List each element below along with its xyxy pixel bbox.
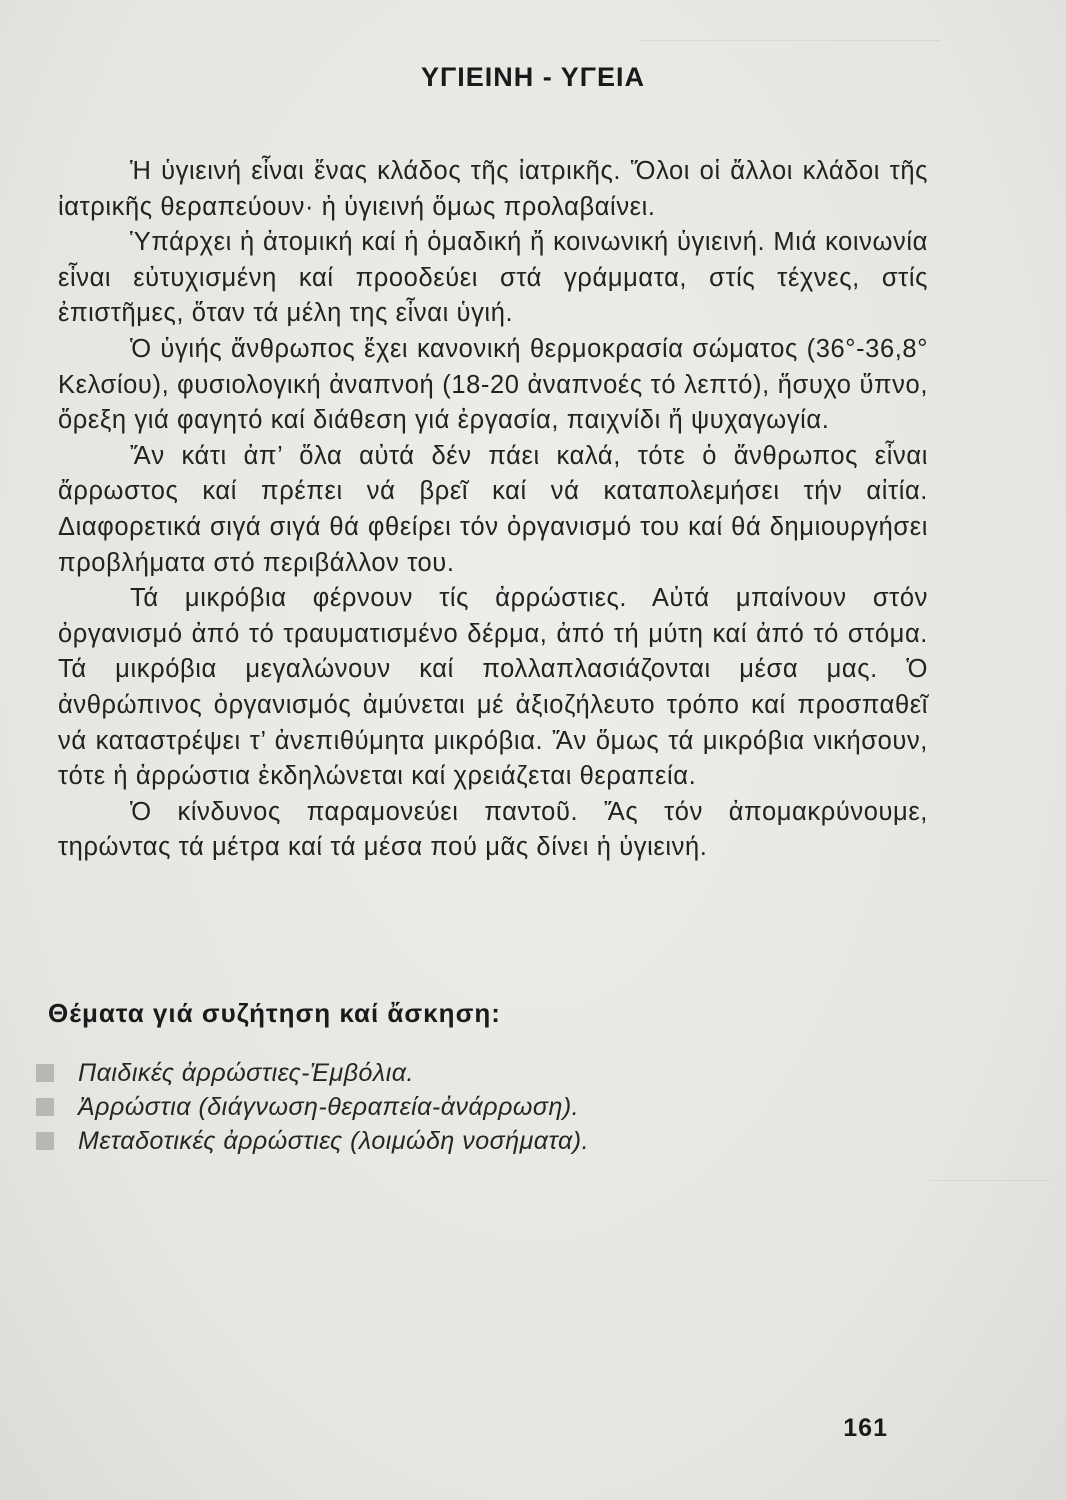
topic-text: Παιδικές ἀρρώστιες-Ἐμβόλια. xyxy=(78,1058,414,1087)
page-title: ΥΓΙΕΙΝΗ - ΥΓΕΙΑ xyxy=(421,62,645,92)
bleed-through-line xyxy=(640,40,940,41)
body-text xyxy=(58,154,928,866)
paragraph: Ὁ ὑγιής ἄνθρωπος ἔχει κανονική θερμοκρασία σώματος (36°-36,8° Κελσίου), φυσιολογική ἀναπνοή (18-20 ἀναπνοές τό λεπτό), ἥσυχο ὕπνο, ὄρεξη γιά φαγητό καί διάθεση γιά ἐργασία, παιχνίδι ἤ ψυχαγωγία. xyxy=(58,334,928,435)
list-item xyxy=(36,1090,589,1124)
topic-text: Μεταδοτικές ἀρρώστιες (λοιμώδη νοσήματα). xyxy=(78,1126,590,1155)
bleed-through-line xyxy=(930,1180,1050,1181)
paragraph: Ἡ ὑγιεινή εἶναι ἕνας κλάδος τῆς ἰατρικῆς. Ὅλοι οἱ ἄλλοι κλάδοι τῆς ἰατρικῆς θεραπεύουν· ἡ ὑγιεινή ὅμως προλαβαίνει. xyxy=(58,157,928,221)
square-bullet-icon xyxy=(36,1098,54,1116)
paragraph: Ἄν κάτι ἀπ’ ὅλα αὐτά δέν πάει καλά, τότε ὁ ἄνθρωπος εἶναι ἄρρωστος καί πρέπει νά βρεῖ καί νά καταπολεμήσει τήν αἰτία. Διαφορετικά σιγά σιγά θά φθείρει τόν ὀργανισμό του καί θά δημιουργήσει προβλήματα στό περιβάλλον του. xyxy=(58,441,928,577)
square-bullet-icon xyxy=(36,1132,54,1150)
list-item xyxy=(36,1056,589,1090)
paragraph: Ὁ κίνδυνος παραμονεύει παντοῦ. Ἄς τόν ἀπομακρύνουμε, τηρώντας τά μέτρα καί τά μέσα πού μᾶς δίνει ἡ ὑγιεινή. xyxy=(58,797,928,862)
topics-heading: Θέματα γιά συζήτηση καί ἄσκηση: xyxy=(48,998,501,1028)
paragraph: Ὑπάρχει ἡ ἀτομική καί ἡ ὁμαδική ἤ κοινωνική ὑγιεινή. Μιά κοινωνία εἶναι εὐτυχισμένη καί προοδεύει στά γράμματα, στίς τέχνες, στίς ἐπιστῆμες, ὅταν τά μέλη της εἶναι ὑγιή. xyxy=(58,228,928,328)
square-bullet-icon xyxy=(36,1064,54,1082)
list-item xyxy=(36,1124,589,1158)
topic-text: Ἀρρώστια (διάγνωση-θεραπεία-ἀνάρρωση). xyxy=(78,1092,580,1121)
topics-list xyxy=(36,1056,589,1158)
paragraph: Τά μικρόβια φέρνουν τίς ἀρρώστιες. Αὐτά μπαίνουν στόν ὀργανισμό ἀπό τό τραυματισμένο δέρμα, ἀπό τή μύτη καί ἀπό τό στόμα. Τά μικρόβια μεγαλώνουν καί πολλαπλασιάζονται μέσα μας. Ὁ ἀνθρώπινος ὀργανισμός ἀμύνεται μέ ἀξιοζήλευτο τρόπο καί προσπαθεῖ νά καταστρέψει τ’ ἀνεπιθύμητα μικρόβια. Ἄν ὅμως τά μικρόβια νικήσουν, τότε ἡ ἀρρώστια ἐκδηλώνεται καί χρειάζεται θεραπεία. xyxy=(58,584,928,791)
page-number: 161 xyxy=(843,1414,888,1442)
